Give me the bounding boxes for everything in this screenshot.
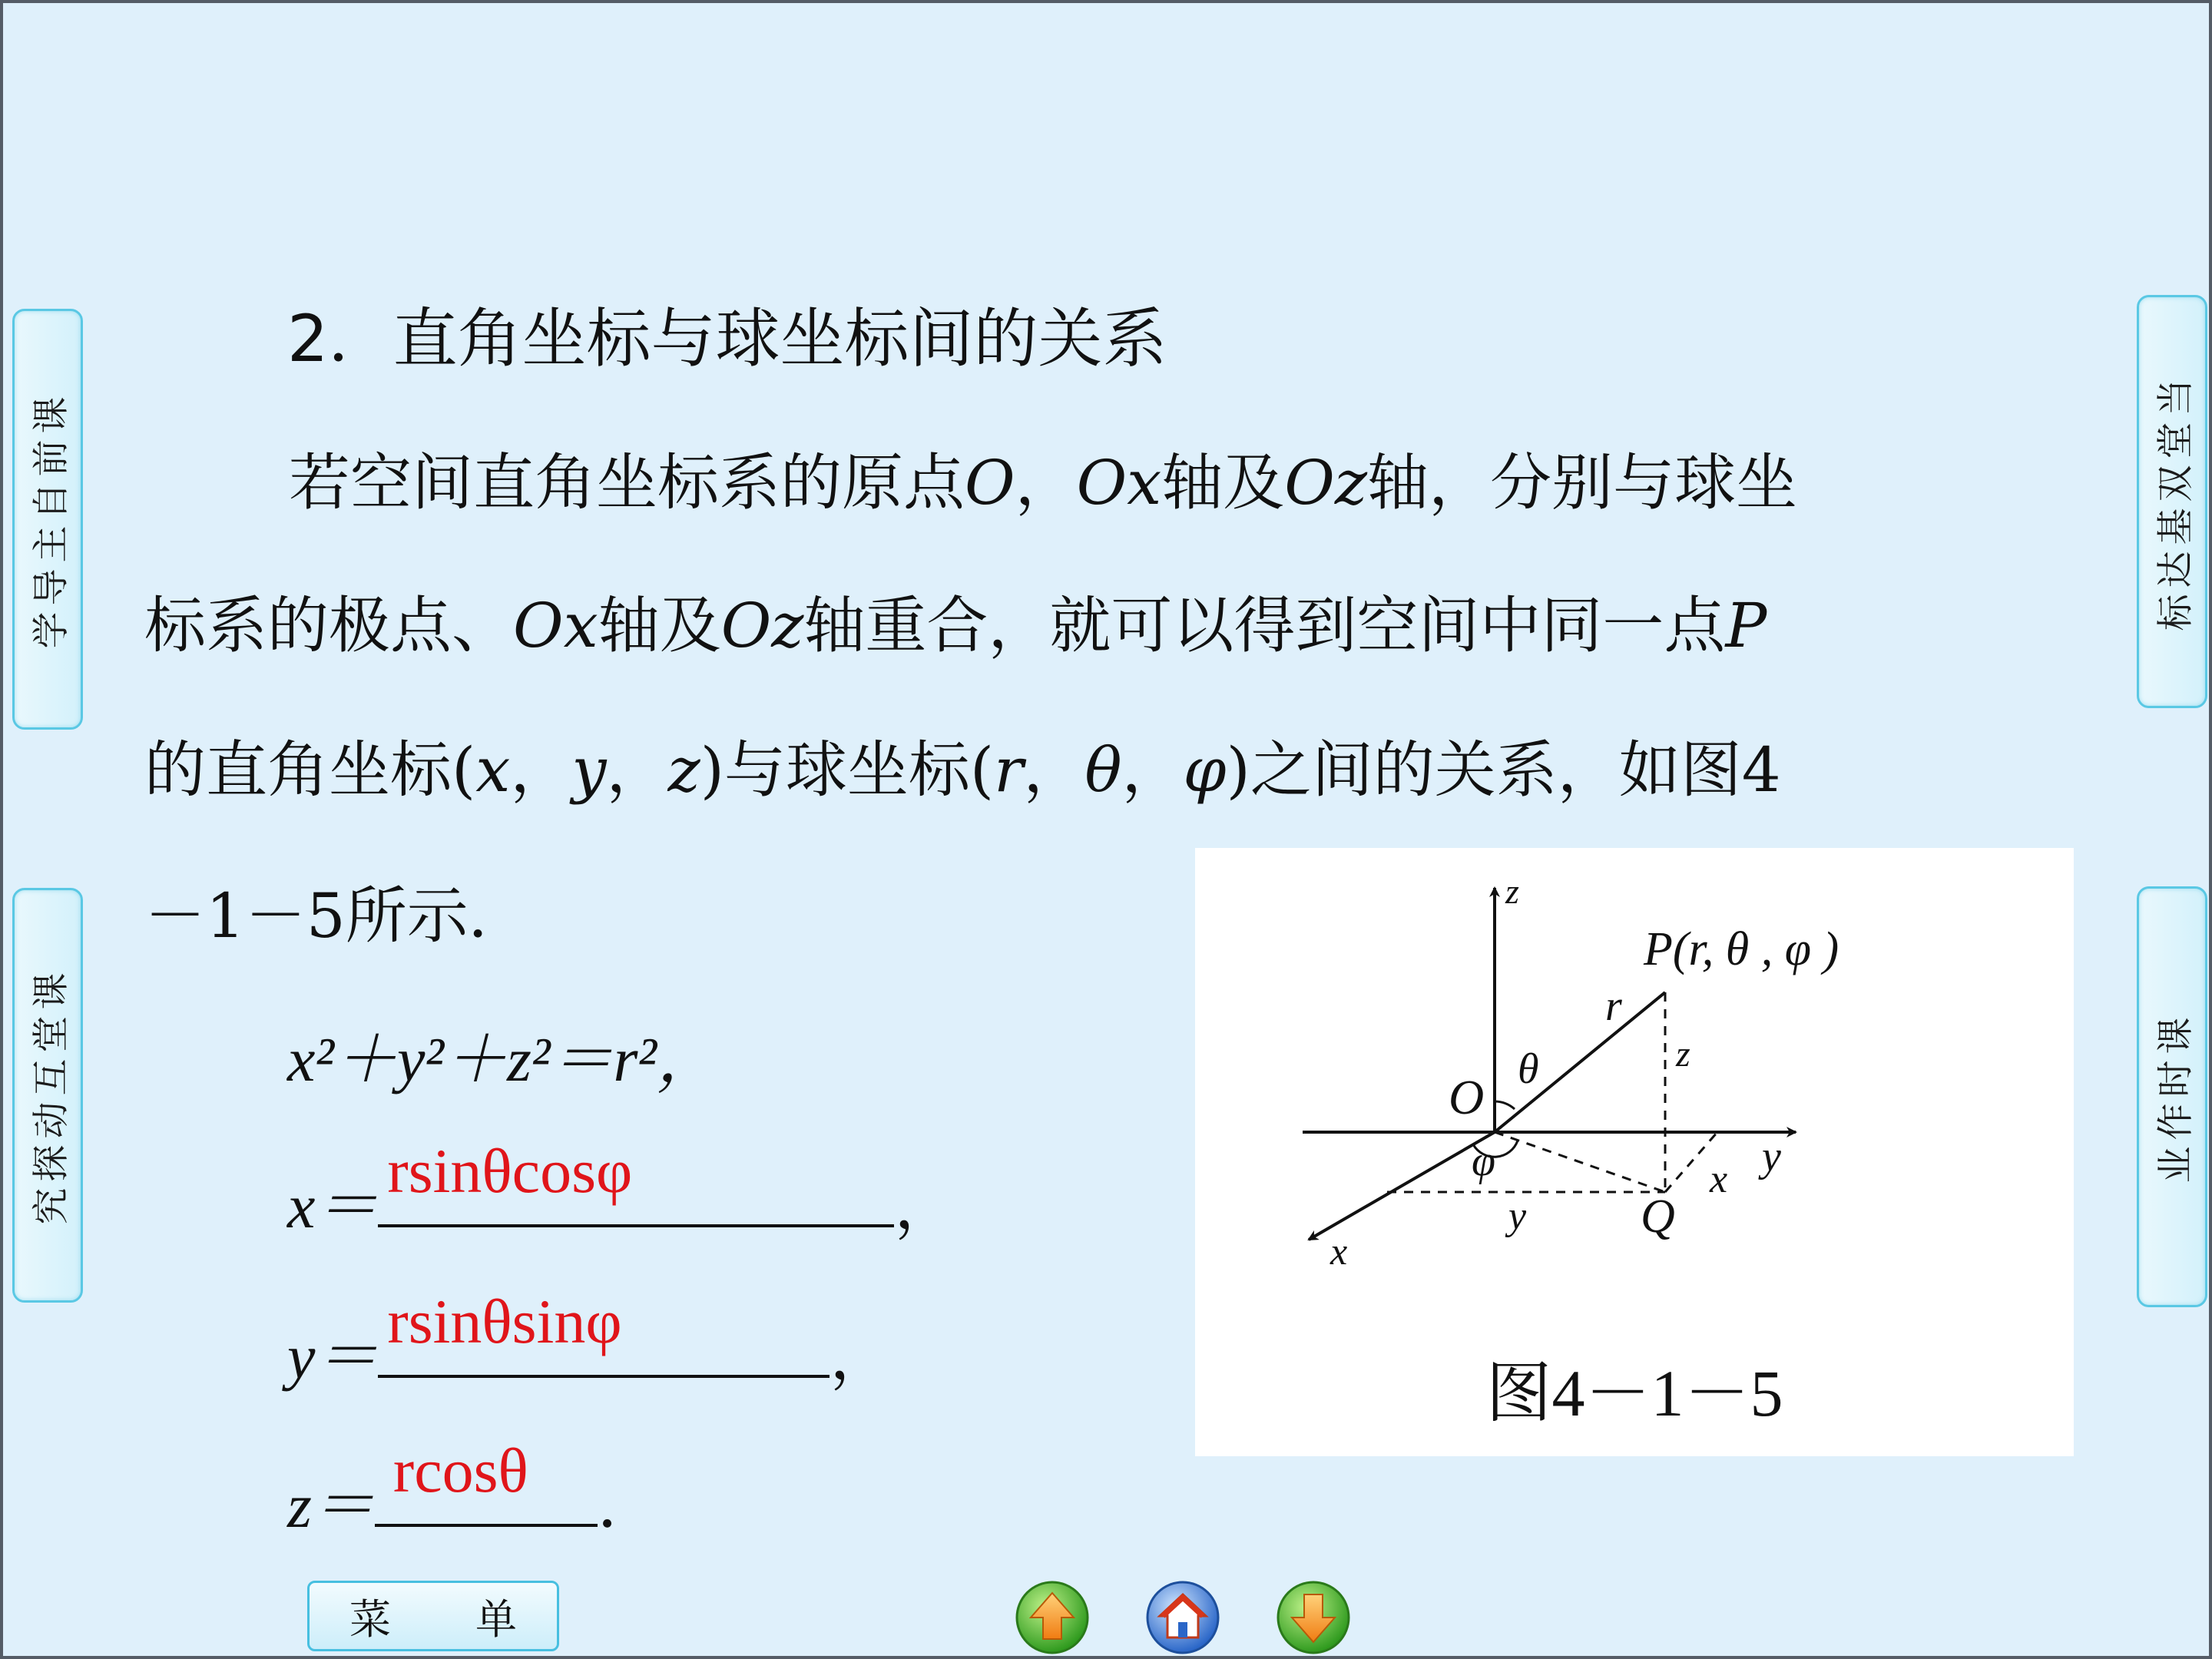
home-button[interactable]	[1144, 1579, 1221, 1656]
text-run: )与球坐标(	[700, 734, 995, 806]
text-run: 若空间直角坐标系的原点	[289, 447, 965, 518]
text-run: ，	[510, 734, 572, 806]
math-Ox: Ox	[513, 590, 598, 661]
answer-z: rcosθ	[392, 1435, 528, 1505]
formula-tail: ，	[894, 1171, 958, 1241]
text-run: 标系的极点、	[144, 590, 513, 661]
label-phi: φ	[1472, 1137, 1495, 1185]
formula-lhs: z＝	[287, 1471, 375, 1541]
text-run: )之间的关系，如图4	[1226, 734, 1781, 806]
previous-button[interactable]	[1014, 1579, 1091, 1656]
tab-class-interaction[interactable]	[12, 888, 83, 1303]
text-run: 轴，分别与球坐	[1367, 447, 1798, 518]
label-O: O	[1449, 1070, 1485, 1124]
math-phi: φ	[1183, 734, 1227, 806]
text-run: 的直角坐标(	[144, 734, 476, 806]
label-y-segment: y	[1508, 1194, 1527, 1238]
theta-arc	[1495, 1101, 1515, 1109]
math-Ox: Ox	[1076, 447, 1162, 518]
math-r: r	[994, 734, 1024, 806]
label-z-axis: z	[1505, 872, 1519, 911]
tab-label: 标达基双堂当	[2154, 372, 2197, 631]
paragraph-line-1	[289, 433, 1797, 522]
figure-spherical-coordinates	[1195, 848, 2074, 1456]
math-O: O	[965, 447, 1015, 518]
formula-z	[287, 1435, 661, 1545]
formula-y	[287, 1286, 893, 1396]
text-run: ，	[1023, 734, 1085, 806]
menu-button[interactable]	[307, 1581, 601, 1651]
tab-pre-class-preview[interactable]	[12, 309, 83, 730]
tab-label: 究探动互堂课	[29, 965, 73, 1225]
dashed-oq	[1495, 1132, 1665, 1192]
math-y: y	[571, 734, 607, 806]
x-axis	[1309, 1132, 1495, 1240]
paragraph-line-2	[144, 576, 1767, 664]
label-Q: Q	[1641, 1190, 1675, 1243]
paragraph-line-4: －1－5所示．	[144, 880, 530, 952]
menu-label: 菜单	[349, 1594, 601, 1644]
formula-sum-of-squares: x²＋y²＋z²＝r²，	[287, 1025, 720, 1094]
label-x-axis: x	[1330, 1230, 1348, 1273]
text-run: ，	[1015, 447, 1077, 518]
math-z: z	[667, 734, 700, 806]
math-P: P	[1725, 590, 1767, 661]
formula-x	[287, 1136, 958, 1246]
formula-lhs: x＝	[287, 1171, 379, 1241]
formula-tail: ，	[830, 1322, 893, 1392]
answer-blank-x	[378, 1136, 894, 1227]
coordinate-diagram	[1195, 848, 2074, 1339]
figure-caption: 图4－1－5	[1485, 1356, 1783, 1430]
math-x: x	[475, 734, 511, 806]
label-P: P(r, θ , φ )	[1644, 923, 1839, 975]
answer-y: rsinθsinφ	[387, 1286, 622, 1356]
math-Oz: Oz	[720, 590, 804, 661]
text-run: ，	[1121, 734, 1184, 806]
label-r: r	[1605, 982, 1622, 1030]
tab-label: 业作时课	[2154, 1010, 2197, 1184]
answer-blank-z	[375, 1435, 598, 1527]
text-run: 轴及	[598, 590, 721, 661]
text-run: ，	[606, 734, 668, 806]
home-icon	[1144, 1579, 1221, 1656]
tab-homework[interactable]	[2137, 886, 2207, 1307]
label-x-segment: x	[1710, 1157, 1728, 1201]
label-theta: θ	[1518, 1045, 1539, 1093]
text-run: 轴重合，就可以得到空间中同一点	[803, 590, 1726, 661]
tab-class-goals[interactable]	[2137, 295, 2207, 708]
label-z-segment: z	[1676, 1034, 1690, 1075]
answer-blank-y	[378, 1286, 830, 1378]
up-arrow-icon	[1014, 1579, 1091, 1656]
math-theta: θ	[1084, 734, 1122, 806]
tab-label: 学导主自前课	[29, 389, 73, 649]
section-heading: 2．直角坐标与球坐标间的关系	[287, 301, 1167, 376]
formula-lhs: y＝	[287, 1322, 379, 1392]
math-Oz: Oz	[1284, 447, 1368, 518]
label-y-axis: y	[1762, 1133, 1781, 1181]
answer-x: rsinθcosφ	[387, 1136, 633, 1206]
text-run: 轴及	[1161, 447, 1285, 518]
down-arrow-icon	[1275, 1579, 1352, 1656]
formula-tail: ．	[597, 1471, 661, 1541]
next-button[interactable]	[1275, 1579, 1352, 1656]
paragraph-line-3	[144, 720, 1781, 809]
